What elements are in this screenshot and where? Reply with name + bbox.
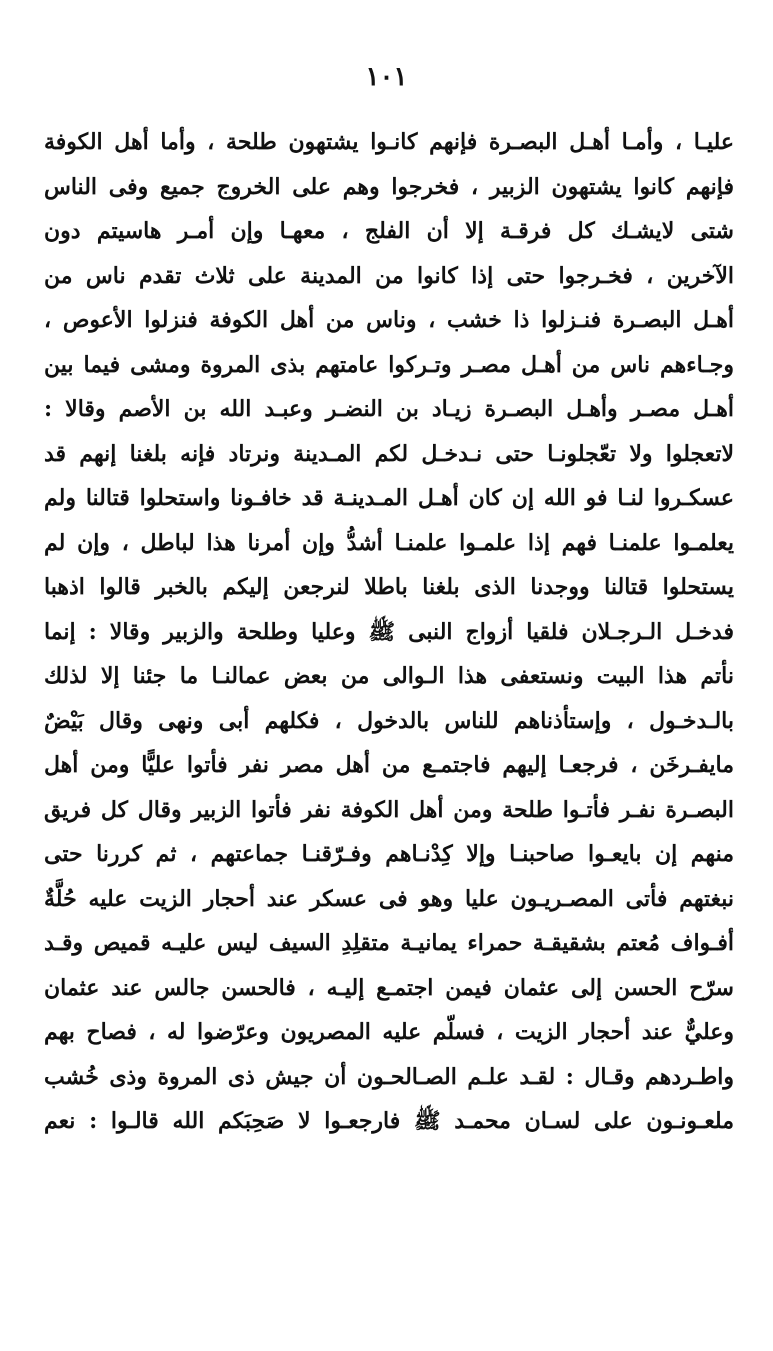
text-line: فإنهم كانوا يشتهون الزبير ، فخرجوا وهم على الخروج جميع وفى الناس [44,173,734,200]
text-line: واطـردهم وقـال : لقـد علـم الصـالحـون أن جيش ذى المروة وذى خُشب [44,1063,734,1090]
text-line: سرّح الحسن إلى عثمان فيمن اجتمـع إليـه ، فالحسن جالس عند عثمان [44,974,734,1001]
text-line: عليـا ، وأمـا أهـل البصـرة فإنهم كانـوا يشتهون طلحة ، وأما أهل الكوفة [44,129,734,155]
text-line: لاتعجلوا ولا تعّجلونـا حتى نـدخـل لكم المـدينة ونرتاد فإنه بلغنا إنهم قد [44,440,734,467]
text-line: بالـدخـول ، وإستأذناهم للناس بالدخول ، فكلهم أبى ونهى وقال بَيْضٌ [44,707,734,734]
text-line: يستحلوا قتالنا ووجدنا الذى بلغنا باطلا لنرجعن إليكم بالخبر قالوا اذهبا [44,574,734,600]
text-line: فدخـل الـرجـلان فلقيا أزواج النبى ﷺ وعليا وطلحة والزبير وقالا : إنما [44,618,734,645]
text-line: ملعـونـون على لسـان محمـد ﷺ فارجعـوا لا صَحِبَكم الله قالـوا : نعم [44,1108,734,1134]
text-line: الآخرين ، فخـرجوا حتى إذا كانوا من المدينة على ثلاث تقدم ناس من [44,262,734,289]
body-text [44,120,734,1144]
text-line: شتى لايشـك كل فرقـة إلا أن الفلج ، معهـا وإن أمـر هاسيتم دون [44,218,734,244]
text-line: منهم إن بايعـوا صاحبنـا وإلا كِدْنـاهم وفـرّقنـا جماعتهم ، ثم كررنا حتى [44,841,734,867]
text-line: وعليٌّ عند أحجار الزيت ، فسلّم عليه المصريون وعرّضوا له ، فصاح بهم [44,1019,734,1045]
text-line: نأتم هذا البيت ونستعفى هذا الـوالى من بعض عمالنـا ما جئنا إلا لذلك [44,663,734,689]
text-line: مايفـرخَن ، فرجعـا إليهم فاجتمـع من أهل مصر نفر فأتوا عليًّا ومن أهل [44,752,734,778]
text-line: أهـل مصـر وأهـل البصـرة زيـاد بن النضـر وعبـد الله بن الأصم وقالا : [44,396,734,422]
page-number: ١٠١ [365,62,408,92]
text-line: عسكـروا لنـا فو الله إن كان أهـل المـدينـة قد خافـونا واستحلوا قتالنا ولم [44,485,734,511]
text-line: البصـرة نفـر فأتـوا طلحة ومن أهل الكوفة نفر فأتوا الزبير وقال كل فريق [44,796,734,823]
text-line: أفـواف مُعتم بشقيقـة حمراء يمانيـة متقلِدِ السيف ليس عليـه قميص وقـد [44,930,734,956]
text-line: نبغتهم فأتى المصـريـون عليا وهو فى عسكر عند أحجار الزيت عليه حُلَّةٌ [44,885,734,912]
text-line: أهـل البصـرة فنـزلوا ذا خشب ، وناس من أهل الكوفة فنزلوا الأعوص ، [44,307,734,333]
text-line: وجـاءهم ناس من أهـل مصـر وتـركوا عامتهم بذى المروة ومشى فيما بين [44,351,734,378]
text-line: يعلمـوا علمنـا فهم إذا علمـوا علمنـا أشدُّ وإن أمرنا هذا لباطل ، وإن لم [44,529,734,556]
